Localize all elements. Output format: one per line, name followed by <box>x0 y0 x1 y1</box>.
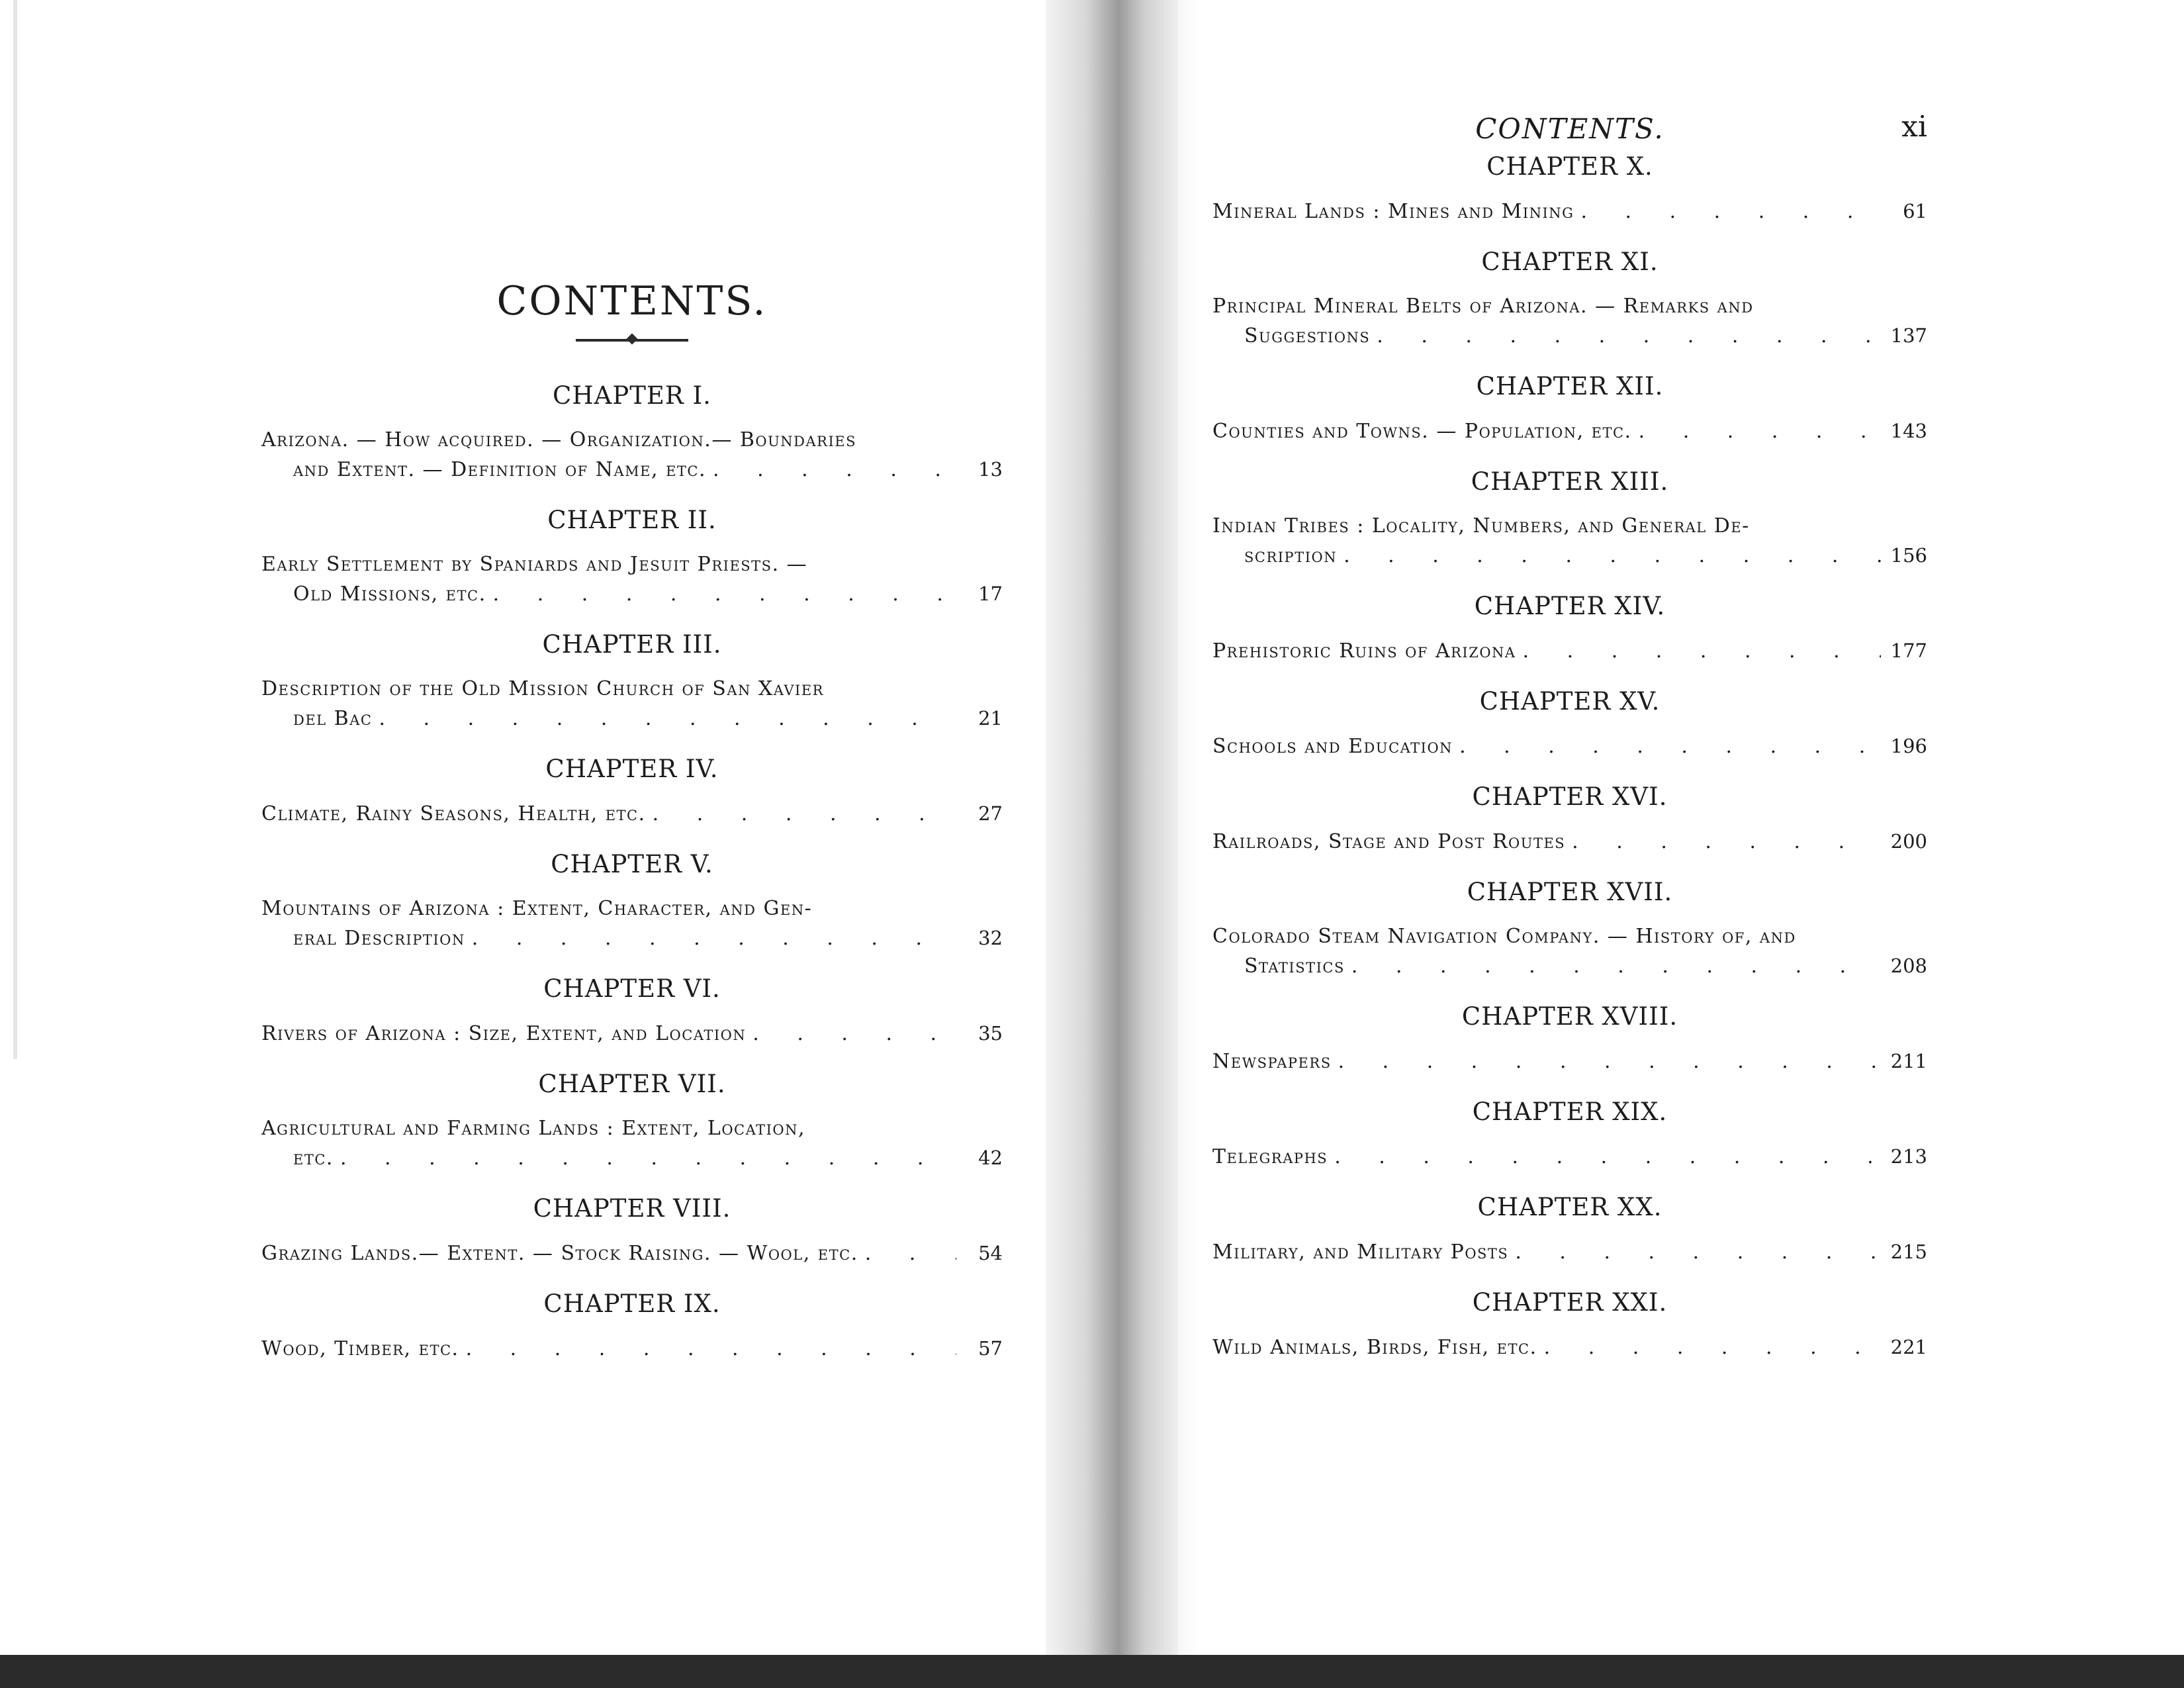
dot-leader <box>752 1019 956 1049</box>
dot-leader <box>865 1239 956 1268</box>
chapter-heading: CHAPTER XI. <box>1481 248 1659 276</box>
chapter-entry <box>1212 592 1927 666</box>
page-reference: 200 <box>1890 830 1927 853</box>
chapter-description <box>1212 1333 1927 1362</box>
book-gutter-shadow <box>1046 0 1178 1655</box>
description-line: scription <box>1244 544 1338 567</box>
chapter-description <box>261 675 1003 733</box>
description-line: Prehistoric Ruins of Arizona <box>1212 639 1516 663</box>
dot-leader <box>1544 1333 1881 1362</box>
chapter-description <box>261 894 1003 953</box>
description-line: eral Description <box>293 927 465 950</box>
description-final-line <box>261 455 1003 485</box>
chapter-heading: CHAPTER IV. <box>545 755 719 783</box>
left-contents-column <box>261 278 1003 1385</box>
description-final-line <box>261 1143 1003 1173</box>
chapter-heading: CHAPTER XVII. <box>1467 878 1673 906</box>
chapter-entry <box>1212 1288 1927 1362</box>
description-final-line <box>1212 636 1927 666</box>
page-reference: 156 <box>1890 544 1927 567</box>
chapter-heading: CHAPTER XIX. <box>1472 1098 1668 1126</box>
chapter-description <box>1212 731 1927 761</box>
description-line: Newspapers <box>1212 1050 1332 1073</box>
chapter-entry <box>1212 687 1927 761</box>
chapter-description <box>1212 197 1927 226</box>
chapter-entry <box>261 1289 1003 1364</box>
description-final-line <box>1212 416 1927 446</box>
page-reference: 32 <box>978 927 1003 949</box>
chapter-description <box>1212 416 1927 446</box>
description-final-line <box>1212 827 1927 857</box>
chapter-entry <box>261 1194 1003 1268</box>
description-line: Old Missions, etc. <box>293 583 486 606</box>
chapter-entry <box>261 506 1003 609</box>
description-final-line <box>261 1334 1003 1364</box>
description-final-line <box>1212 321 1927 351</box>
description-line: Military, and Military Posts <box>1212 1241 1509 1264</box>
page-reference: 42 <box>978 1147 1003 1169</box>
description-final-line <box>1212 1047 1927 1076</box>
dot-leader <box>1377 322 1881 351</box>
dot-leader <box>493 580 956 609</box>
page-reference: 35 <box>978 1022 1003 1045</box>
description-line: Arizona. — How acquired. — Organization.— Boundaries <box>261 428 857 451</box>
description-line: Agricultural and Farming Lands : Extent, Location, <box>261 1117 806 1140</box>
contents-title: CONTENTS. <box>496 278 768 324</box>
page-reference: 17 <box>978 583 1003 605</box>
chapter-heading: CHAPTER XX. <box>1477 1193 1662 1221</box>
dot-leader <box>1343 541 1881 571</box>
description-final-line <box>1212 197 1927 226</box>
description-line: Suggestions <box>1244 324 1371 348</box>
chapter-entry <box>261 381 1003 485</box>
dot-leader <box>1639 417 1881 446</box>
chapter-description <box>261 1239 1003 1268</box>
chapter-heading: CHAPTER VI. <box>543 974 721 1003</box>
description-line: Principal Mineral Belts of Arizona. — Remarks and <box>1212 295 1754 318</box>
chapter-description <box>261 550 1003 609</box>
chapter-heading: CHAPTER I. <box>553 381 711 410</box>
page-reference: 196 <box>1890 735 1927 757</box>
chapter-heading: CHAPTER X. <box>1486 152 1653 181</box>
description-line: Schools and Education <box>1212 735 1453 758</box>
description-line: Colorado Steam Navigation Company. — History of, and <box>1212 925 1796 948</box>
chapter-entry <box>1212 1002 1927 1076</box>
description-final-line <box>261 1239 1003 1268</box>
description-final-line <box>1212 1237 1927 1267</box>
chapter-entry <box>1212 878 1927 981</box>
chapter-entry <box>1212 782 1927 857</box>
chapter-heading: CHAPTER VII. <box>538 1070 726 1098</box>
chapter-heading: CHAPTER XVI. <box>1472 782 1668 811</box>
chapter-description <box>1212 636 1927 666</box>
chapter-entry <box>1212 467 1927 571</box>
description-final-line <box>1212 1333 1927 1362</box>
chapter-entry <box>261 1070 1003 1173</box>
description-line: Indian Tribes : Locality, Numbers, and General De- <box>1212 514 1750 538</box>
description-line: Railroads, Stage and Post Routes <box>1212 830 1566 853</box>
dot-leader <box>653 800 956 829</box>
chapter-heading: CHAPTER IX. <box>543 1289 721 1318</box>
dot-leader <box>340 1144 956 1173</box>
dot-leader <box>713 455 956 485</box>
chapter-description <box>1212 827 1927 857</box>
chapter-description <box>261 799 1003 829</box>
page-number: xi <box>1901 110 1927 144</box>
chapter-entry <box>1212 372 1927 446</box>
chapter-description <box>1212 1142 1927 1172</box>
page-reference: 208 <box>1890 955 1927 977</box>
description-final-line <box>1212 541 1927 571</box>
dot-leader <box>1338 1047 1881 1076</box>
chapter-entry <box>1212 248 1927 351</box>
description-line: Wild Animals, Birds, Fish, etc. <box>1212 1336 1537 1359</box>
chapter-entry <box>1212 1193 1927 1267</box>
dot-leader <box>1580 197 1881 226</box>
chapter-description <box>261 426 1003 485</box>
page-reference: 213 <box>1890 1145 1927 1168</box>
page-reference: 13 <box>978 458 1003 481</box>
description-line: Rivers of Arizona : Size, Extent, and Location <box>261 1022 747 1045</box>
dot-leader <box>379 704 956 733</box>
page-reference: 27 <box>978 802 1003 825</box>
left-chapter-list <box>261 381 1003 1364</box>
description-line: Early Settlement by Spaniards and Jesuit Priests. — <box>261 553 808 576</box>
right-contents-column <box>1212 106 1927 1383</box>
chapter-description <box>261 1019 1003 1049</box>
chapter-entry <box>1212 1098 1927 1172</box>
page-reference: 61 <box>1903 200 1927 222</box>
page-reference: 57 <box>978 1337 1003 1360</box>
chapter-heading: CHAPTER XII. <box>1476 372 1664 400</box>
chapter-description <box>1212 922 1927 981</box>
chapter-heading: CHAPTER XXI. <box>1472 1288 1668 1317</box>
description-line: del Bac <box>293 707 373 730</box>
description-line: Description of the Old Mission Church of San Xavier <box>261 677 824 700</box>
description-line: Telegraphs <box>1212 1145 1328 1168</box>
dot-leader <box>1334 1143 1881 1172</box>
description-line: Statistics <box>1244 955 1345 978</box>
dot-leader <box>1351 952 1881 981</box>
description-line: Mountains of Arizona : Extent, Character, and Gen- <box>261 897 813 920</box>
chapter-description <box>1212 512 1927 571</box>
page-reference: 221 <box>1890 1336 1927 1358</box>
description-line: Climate, Rainy Seasons, Health, etc. <box>261 802 646 825</box>
description-line: etc. <box>293 1147 334 1170</box>
chapter-entry <box>1212 152 1927 226</box>
chapter-description <box>261 1334 1003 1364</box>
description-final-line <box>261 704 1003 733</box>
chapter-entry <box>261 630 1003 733</box>
chapter-heading: CHAPTER XIII. <box>1471 467 1669 496</box>
page-reference: 54 <box>978 1242 1003 1264</box>
page-reference: 177 <box>1890 639 1927 662</box>
chapter-heading: CHAPTER VIII. <box>533 1194 731 1223</box>
description-final-line <box>1212 951 1927 981</box>
chapter-heading: CHAPTER XV. <box>1479 687 1661 716</box>
description-final-line <box>1212 1142 1927 1172</box>
description-final-line <box>261 923 1003 953</box>
description-line: Grazing Lands.— Extent. — Stock Raising. — Wool, etc. <box>261 1242 858 1265</box>
chapter-entry <box>261 974 1003 1049</box>
chapter-description <box>261 1114 1003 1173</box>
chapter-description <box>1212 1047 1927 1076</box>
page-reference: 137 <box>1890 324 1927 347</box>
dot-leader <box>1515 1238 1881 1267</box>
scan-bottom-edge <box>0 1655 2184 1688</box>
dot-leader <box>1523 637 1881 666</box>
page-reference: 143 <box>1890 420 1927 442</box>
dot-leader <box>466 1335 956 1364</box>
ornamental-rule <box>576 339 688 342</box>
chapter-description <box>1212 292 1927 351</box>
description-final-line <box>1212 731 1927 761</box>
chapter-heading: CHAPTER III. <box>542 630 722 659</box>
description-line: Wood, Timber, etc. <box>261 1337 459 1360</box>
dot-leader <box>1459 732 1881 761</box>
description-line: Counties and Towns. — Population, etc. <box>1212 420 1632 443</box>
page-reference: 215 <box>1890 1241 1927 1263</box>
page-reference: 21 <box>978 707 1003 729</box>
chapter-entry <box>261 850 1003 953</box>
chapter-entry <box>261 755 1003 829</box>
chapter-heading: CHAPTER II. <box>547 506 717 534</box>
dot-leader <box>472 924 956 953</box>
chapter-heading: CHAPTER V. <box>551 850 713 878</box>
chapter-heading: CHAPTER XIV. <box>1474 592 1666 620</box>
description-final-line <box>261 799 1003 829</box>
description-line: and Extent. — Definition of Name, etc. <box>293 458 707 481</box>
description-line: Mineral Lands : Mines and Mining <box>1212 200 1574 223</box>
description-final-line <box>261 579 1003 609</box>
running-title: CONTENTS. <box>1475 113 1664 145</box>
right-chapter-list <box>1212 152 1927 1362</box>
description-final-line <box>261 1019 1003 1049</box>
page-reference: 211 <box>1890 1050 1927 1072</box>
running-head <box>1212 106 1927 152</box>
chapter-heading: CHAPTER XVIII. <box>1461 1002 1678 1031</box>
page-edge <box>13 0 17 1059</box>
chapter-description <box>1212 1237 1927 1267</box>
dot-leader <box>1572 827 1881 857</box>
